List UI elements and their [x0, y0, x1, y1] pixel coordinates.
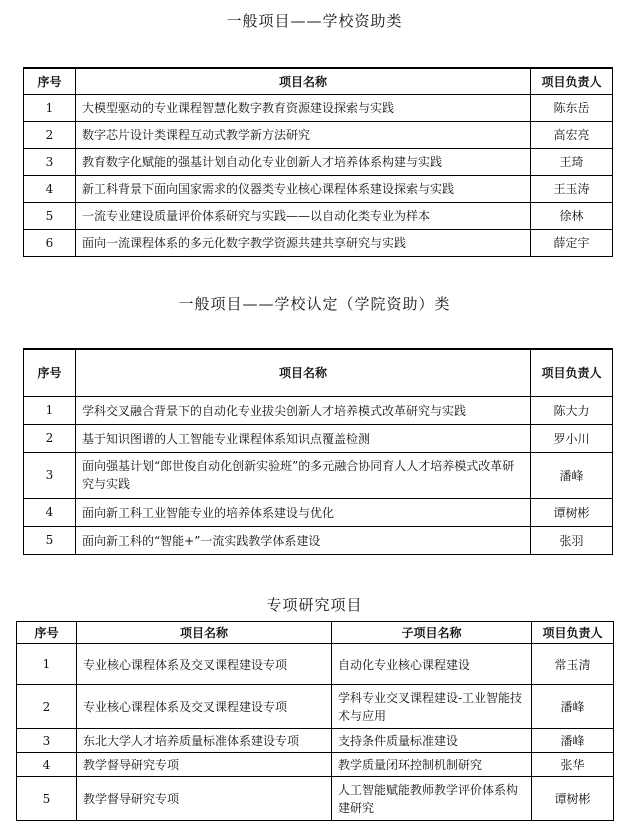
table-row [17, 644, 614, 685]
table-header-row [17, 622, 614, 644]
cell-leader: 高宏亮 [531, 121, 613, 148]
cell-sub: 自动化专业核心课程建设 [332, 644, 532, 685]
table-row [24, 452, 613, 498]
cell-name: 教学督导研究专项 [77, 753, 332, 777]
cell-leader: 陈大力 [531, 396, 613, 424]
cell-name: 东北大学人才培养质量标准体系建设专项 [77, 729, 332, 753]
section2-title: 一般项目——学校认定（学院资助）类 [178, 295, 451, 313]
cell-name: 面向强基计划“郎世俊自动化创新实验班”的多元融合协同育人人才培养模式改革研究与实践 [76, 452, 531, 498]
header-sub: 子项目名称 [332, 622, 532, 644]
cell-no: 5 [24, 202, 76, 229]
cell-no: 5 [17, 777, 77, 821]
cell-leader: 常玉清 [532, 644, 614, 685]
table-row [24, 396, 613, 424]
cell-leader: 潘峰 [532, 685, 614, 729]
table-row [24, 148, 613, 175]
table-row [17, 777, 614, 821]
cell-no: 1 [24, 396, 76, 424]
cell-no: 2 [24, 121, 76, 148]
cell-no: 1 [17, 644, 77, 685]
cell-no: 3 [24, 452, 76, 498]
table-row [17, 685, 614, 729]
cell-sub: 教学质量闭环控制机制研究 [332, 753, 532, 777]
table-row [24, 229, 613, 256]
table-row [24, 526, 613, 554]
cell-leader: 薛定宇 [531, 229, 613, 256]
cell-leader: 潘峰 [531, 452, 613, 498]
cell-sub: 支持条件质量标准建设 [332, 729, 532, 753]
cell-leader: 潘峰 [532, 729, 614, 753]
table-row [24, 424, 613, 452]
header-leader: 项目负责人 [531, 349, 613, 396]
cell-sub: 人工智能赋能教师教学评价体系构建研究 [332, 777, 532, 821]
cell-no: 2 [24, 424, 76, 452]
cell-name: 一流专业建设质量评价体系研究与实践——以自动化类专业为样本 [76, 202, 531, 229]
cell-no: 2 [17, 685, 77, 729]
table-row [17, 729, 614, 753]
section3-table [16, 621, 614, 821]
table-row [24, 175, 613, 202]
cell-sub: 学科专业交叉课程建设-工业智能技术与应用 [332, 685, 532, 729]
header-leader: 项目负责人 [532, 622, 614, 644]
header-leader: 项目负责人 [531, 68, 613, 94]
cell-name: 专业核心课程体系及交叉课程建设专项 [77, 685, 332, 729]
cell-leader: 徐林 [531, 202, 613, 229]
cell-no: 3 [24, 148, 76, 175]
header-name: 项目名称 [76, 68, 531, 94]
cell-leader: 谭树彬 [531, 498, 613, 526]
cell-name: 学科交叉融合背景下的自动化专业拔尖创新人才培养模式改革研究与实践 [76, 396, 531, 424]
cell-no: 4 [24, 498, 76, 526]
cell-no: 3 [17, 729, 77, 753]
cell-name: 教育数字化赋能的强基计划自动化专业创新人才培养体系构建与实践 [76, 148, 531, 175]
header-no: 序号 [24, 68, 76, 94]
cell-name: 面向新工科工业智能专业的培养体系建设与优化 [76, 498, 531, 526]
header-no: 序号 [17, 622, 77, 644]
header-name: 项目名称 [76, 349, 531, 396]
cell-name: 面向新工科的“智能+”一流实践教学体系建设 [76, 526, 531, 554]
section1-table [23, 67, 613, 257]
section1-title: 一般项目——学校资助类 [226, 12, 403, 30]
cell-leader: 谭树彬 [532, 777, 614, 821]
table-row [24, 121, 613, 148]
cell-name: 数字芯片设计类课程互动式教学新方法研究 [76, 121, 531, 148]
section2-table [23, 348, 613, 555]
table-row [24, 202, 613, 229]
cell-leader: 王琦 [531, 148, 613, 175]
cell-name: 面向一流课程体系的多元化数字教学资源共建共享研究与实践 [76, 229, 531, 256]
cell-no: 4 [24, 175, 76, 202]
cell-name: 专业核心课程体系及交叉课程建设专项 [77, 644, 332, 685]
table-row [24, 94, 613, 121]
cell-name: 新工科背景下面向国家需求的仪器类专业核心课程体系建设探索与实践 [76, 175, 531, 202]
table-header-row [24, 349, 613, 396]
cell-leader: 罗小川 [531, 424, 613, 452]
header-no: 序号 [24, 349, 76, 396]
cell-name: 基于知识图谱的人工智能专业课程体系知识点覆盖检测 [76, 424, 531, 452]
cell-leader: 张华 [532, 753, 614, 777]
table-row [24, 498, 613, 526]
cell-no: 6 [24, 229, 76, 256]
section3-title: 专项研究项目 [266, 596, 363, 614]
table-row [17, 753, 614, 777]
cell-leader: 王玉涛 [531, 175, 613, 202]
table-header-row [24, 68, 613, 94]
cell-leader: 张羽 [531, 526, 613, 554]
cell-name: 教学督导研究专项 [77, 777, 332, 821]
cell-no: 1 [24, 94, 76, 121]
cell-no: 4 [17, 753, 77, 777]
header-name: 项目名称 [77, 622, 332, 644]
cell-name: 大模型驱动的专业课程智慧化数字教育资源建设探索与实践 [76, 94, 531, 121]
cell-no: 5 [24, 526, 76, 554]
cell-leader: 陈东岳 [531, 94, 613, 121]
